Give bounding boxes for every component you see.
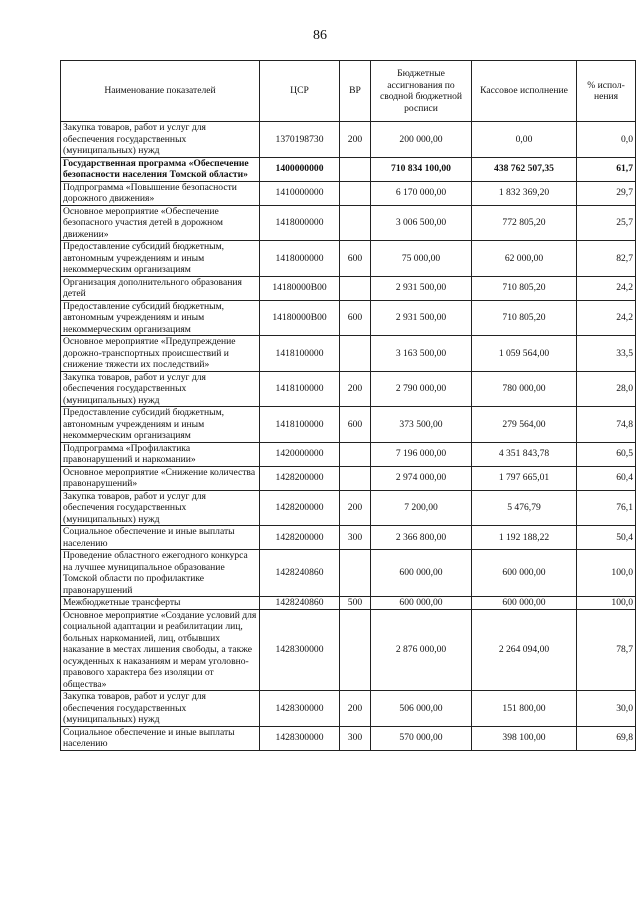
row-csr: 14180000В00 bbox=[260, 300, 340, 336]
header-cash-execution: Кассовое исполнение bbox=[472, 61, 577, 122]
row-percent: 30,0 bbox=[577, 691, 636, 727]
table-row bbox=[61, 691, 636, 727]
row-percent: 50,4 bbox=[577, 526, 636, 550]
table-row bbox=[61, 300, 636, 336]
row-percent: 74,8 bbox=[577, 407, 636, 443]
row-csr: 1428300000 bbox=[260, 609, 340, 691]
row-cash: 2 264 094,00 bbox=[472, 609, 577, 691]
row-percent: 76,1 bbox=[577, 490, 636, 526]
row-name: Основное мероприятие «Обеспечение безопасного участия детей в дорожном движении» bbox=[61, 205, 260, 241]
row-cash: 1 797 665,01 bbox=[472, 466, 577, 490]
row-cash: 772 805,20 bbox=[472, 205, 577, 241]
table-row bbox=[61, 181, 636, 205]
table-row bbox=[61, 442, 636, 466]
table-row bbox=[61, 490, 636, 526]
header-name: Наименование показателей bbox=[61, 61, 260, 122]
row-csr: 1400000000 bbox=[260, 157, 340, 181]
table-row bbox=[61, 407, 636, 443]
row-cash: 600 000,00 bbox=[472, 597, 577, 610]
row-cash: 151 800,00 bbox=[472, 691, 577, 727]
row-assignments: 2 366 800,00 bbox=[371, 526, 472, 550]
row-csr: 1418100000 bbox=[260, 371, 340, 407]
table-row bbox=[61, 526, 636, 550]
row-csr: 1370198730 bbox=[260, 122, 340, 158]
row-cash: 1 832 369,20 bbox=[472, 181, 577, 205]
row-csr: 1418100000 bbox=[260, 336, 340, 372]
row-name: Основное мероприятие «Предупреждение дорожно-транспортных происшествий и снижение тяжести их последствий» bbox=[61, 336, 260, 372]
row-vr bbox=[340, 609, 371, 691]
row-vr bbox=[340, 466, 371, 490]
row-cash: 600 000,00 bbox=[472, 550, 577, 597]
row-assignments: 2 931 500,00 bbox=[371, 276, 472, 300]
row-csr: 1428240860 bbox=[260, 597, 340, 610]
row-cash: 62 000,00 bbox=[472, 241, 577, 277]
page-number: 86 bbox=[313, 28, 327, 43]
row-assignments: 710 834 100,00 bbox=[371, 157, 472, 181]
table-row bbox=[61, 276, 636, 300]
row-csr: 1418100000 bbox=[260, 407, 340, 443]
row-vr: 200 bbox=[340, 371, 371, 407]
row-percent: 69,8 bbox=[577, 726, 636, 750]
table-row bbox=[61, 466, 636, 490]
row-assignments: 3 163 500,00 bbox=[371, 336, 472, 372]
row-percent: 29,7 bbox=[577, 181, 636, 205]
row-assignments: 75 000,00 bbox=[371, 241, 472, 277]
header-assignments: Бюджетные ассигнования по сводной бюджетной росписи bbox=[371, 61, 472, 122]
row-percent: 100,0 bbox=[577, 597, 636, 610]
header-csr: ЦСР bbox=[260, 61, 340, 122]
table-row bbox=[61, 371, 636, 407]
row-cash: 780 000,00 bbox=[472, 371, 577, 407]
row-assignments: 7 200,00 bbox=[371, 490, 472, 526]
row-name: Социальное обеспечение и иные выплаты населению bbox=[61, 526, 260, 550]
row-assignments: 506 000,00 bbox=[371, 691, 472, 727]
row-vr bbox=[340, 205, 371, 241]
row-percent: 33,5 bbox=[577, 336, 636, 372]
row-csr: 1420000000 bbox=[260, 442, 340, 466]
budget-table bbox=[60, 60, 636, 751]
row-cash: 1 059 564,00 bbox=[472, 336, 577, 372]
row-name: Закупка товаров, работ и услуг для обеспечения государственных (муниципальных) нужд bbox=[61, 371, 260, 407]
table-row bbox=[61, 726, 636, 750]
row-name: Межбюджетные трансферты bbox=[61, 597, 260, 610]
row-assignments: 373 500,00 bbox=[371, 407, 472, 443]
row-assignments: 600 000,00 bbox=[371, 597, 472, 610]
row-percent: 24,2 bbox=[577, 276, 636, 300]
row-csr: 1418000000 bbox=[260, 205, 340, 241]
row-vr: 200 bbox=[340, 122, 371, 158]
table-row bbox=[61, 241, 636, 277]
table-row bbox=[61, 205, 636, 241]
row-name: Организация дополнительного образования детей bbox=[61, 276, 260, 300]
row-assignments: 570 000,00 bbox=[371, 726, 472, 750]
row-csr: 1428300000 bbox=[260, 726, 340, 750]
row-vr: 300 bbox=[340, 726, 371, 750]
row-vr: 500 bbox=[340, 597, 371, 610]
row-assignments: 2 790 000,00 bbox=[371, 371, 472, 407]
row-assignments: 3 006 500,00 bbox=[371, 205, 472, 241]
row-percent: 0,0 bbox=[577, 122, 636, 158]
row-name: Подпрограмма «Повышение безопасности дорожного движения» bbox=[61, 181, 260, 205]
row-vr: 600 bbox=[340, 300, 371, 336]
row-cash: 1 192 188,22 bbox=[472, 526, 577, 550]
row-assignments: 200 000,00 bbox=[371, 122, 472, 158]
row-csr: 1418000000 bbox=[260, 241, 340, 277]
row-vr bbox=[340, 276, 371, 300]
row-name: Социальное обеспечение и иные выплаты населению bbox=[61, 726, 260, 750]
row-name: Государственная программа «Обеспечение безопасности населения Томской области» bbox=[61, 157, 260, 181]
row-percent: 78,7 bbox=[577, 609, 636, 691]
table-row bbox=[61, 336, 636, 372]
row-percent: 100,0 bbox=[577, 550, 636, 597]
row-cash: 0,00 bbox=[472, 122, 577, 158]
table-row bbox=[61, 122, 636, 158]
row-cash: 710 805,20 bbox=[472, 300, 577, 336]
table-row bbox=[61, 597, 636, 610]
row-csr: 1428240860 bbox=[260, 550, 340, 597]
row-name: Основное мероприятие «Создание условий для социальной адаптации и реабилитации лиц, больных наркоманией, лиц, отбывших наказание в местах лишения свободы, а также осужденных к наказаниям и мерам уголовно-правового характера без изоляции от общества» bbox=[61, 609, 260, 691]
row-cash: 438 762 507,35 bbox=[472, 157, 577, 181]
row-name: Предоставление субсидий бюджетным, автономным учреждениям и иным некоммерческим организациям bbox=[61, 241, 260, 277]
row-vr bbox=[340, 336, 371, 372]
row-cash: 5 476,79 bbox=[472, 490, 577, 526]
row-csr: 1428200000 bbox=[260, 466, 340, 490]
row-percent: 82,7 bbox=[577, 241, 636, 277]
table-row bbox=[61, 157, 636, 181]
row-vr: 200 bbox=[340, 490, 371, 526]
row-vr: 300 bbox=[340, 526, 371, 550]
row-vr: 600 bbox=[340, 241, 371, 277]
row-vr: 600 bbox=[340, 407, 371, 443]
row-vr bbox=[340, 157, 371, 181]
row-name: Закупка товаров, работ и услуг для обеспечения государственных (муниципальных) нужд bbox=[61, 490, 260, 526]
row-cash: 279 564,00 bbox=[472, 407, 577, 443]
row-name: Предоставление субсидий бюджетным, автономным учреждениям и иным некоммерческим организациям bbox=[61, 407, 260, 443]
row-vr: 200 bbox=[340, 691, 371, 727]
row-assignments: 2 931 500,00 bbox=[371, 300, 472, 336]
row-percent: 25,7 bbox=[577, 205, 636, 241]
row-percent: 24,2 bbox=[577, 300, 636, 336]
row-name: Подпрограмма «Профилактика правонарушений и наркомании» bbox=[61, 442, 260, 466]
row-assignments: 2 974 000,00 bbox=[371, 466, 472, 490]
row-cash: 4 351 843,78 bbox=[472, 442, 577, 466]
row-vr bbox=[340, 442, 371, 466]
row-name: Проведение областного ежегодного конкурса на лучшее муниципальное образование Томской области по профилактике правонарушений bbox=[61, 550, 260, 597]
row-name: Закупка товаров, работ и услуг для обеспечения государственных (муниципальных) нужд bbox=[61, 691, 260, 727]
row-csr: 1428200000 bbox=[260, 490, 340, 526]
table-row bbox=[61, 609, 636, 691]
row-csr: 1410000000 bbox=[260, 181, 340, 205]
row-percent: 60,4 bbox=[577, 466, 636, 490]
table-row bbox=[61, 550, 636, 597]
header-percent: % испол-нения bbox=[577, 61, 636, 122]
row-name: Закупка товаров, работ и услуг для обеспечения государственных (муниципальных) нужд bbox=[61, 122, 260, 158]
row-percent: 61,7 bbox=[577, 157, 636, 181]
row-vr bbox=[340, 181, 371, 205]
row-vr bbox=[340, 550, 371, 597]
row-assignments: 600 000,00 bbox=[371, 550, 472, 597]
row-assignments: 2 876 000,00 bbox=[371, 609, 472, 691]
table-header-row bbox=[61, 61, 636, 122]
row-csr: 1428200000 bbox=[260, 526, 340, 550]
row-assignments: 6 170 000,00 bbox=[371, 181, 472, 205]
row-percent: 28,0 bbox=[577, 371, 636, 407]
row-cash: 710 805,20 bbox=[472, 276, 577, 300]
row-csr: 14180000В00 bbox=[260, 276, 340, 300]
row-name: Основное мероприятие «Снижение количества правонарушений» bbox=[61, 466, 260, 490]
row-csr: 1428300000 bbox=[260, 691, 340, 727]
row-assignments: 7 196 000,00 bbox=[371, 442, 472, 466]
row-name: Предоставление субсидий бюджетным, автономным учреждениям и иным некоммерческим организациям bbox=[61, 300, 260, 336]
row-cash: 398 100,00 bbox=[472, 726, 577, 750]
row-percent: 60,5 bbox=[577, 442, 636, 466]
header-vr: ВР bbox=[340, 61, 371, 122]
